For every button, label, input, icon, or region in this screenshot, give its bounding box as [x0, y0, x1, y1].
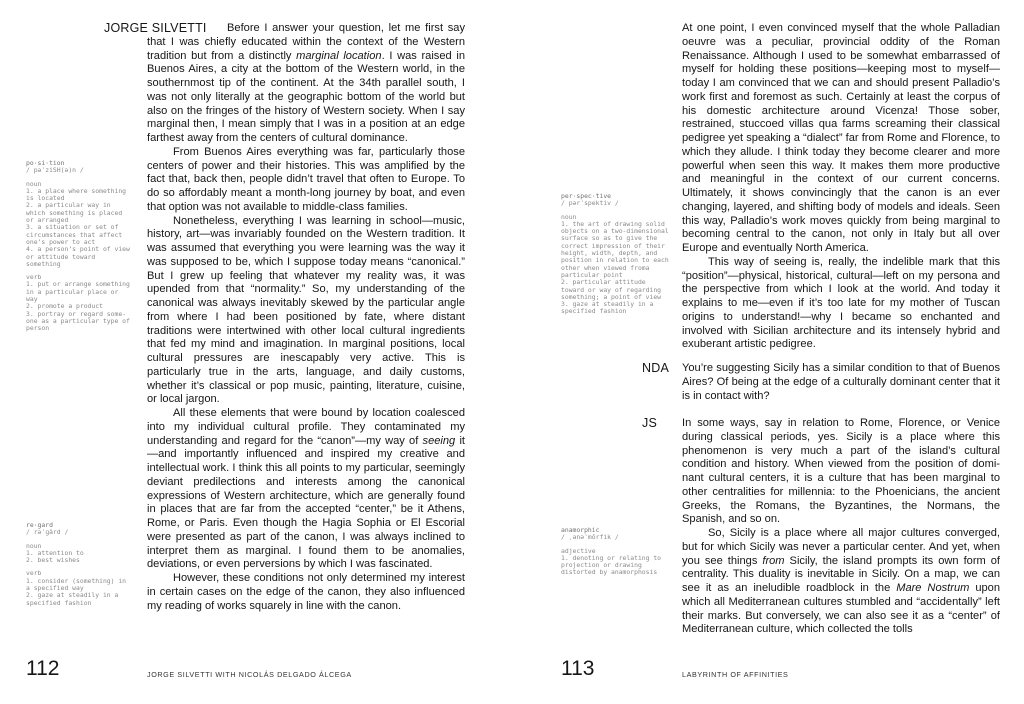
gloss-line: 1. denoting or relating to projection or drawing distorted by anamorphosis	[561, 553, 665, 577]
gloss-line: verb	[26, 273, 42, 282]
gloss-line: 2. gaze at steadily in a specified fashion	[26, 591, 123, 607]
gloss-pronunciation: / pəˈziSH(ə)n /	[26, 166, 84, 175]
gloss-line: 2. particular attitude toward or way of regarding something; a point of view	[561, 278, 665, 301]
gloss-line: noun	[561, 212, 577, 221]
gloss-pronunciation: / pərˈspektiv /	[561, 199, 619, 208]
gloss-headword: per·spec·tive	[561, 192, 612, 200]
gloss-line: 1. the art of drawing solid objects on a two-dimensional surface so as to give the correct impression of their height, width, depth, and position in relation to each other when viewed froma particular point	[561, 219, 673, 279]
right-body-text-top	[682, 22, 1000, 352]
speaker-js: JS	[642, 416, 657, 430]
speaker-nda: NDA	[642, 361, 669, 375]
question-text: You’re suggesting Sicily has a similar condition to that of Buenos Aires? Of being at the edge of a culturally dominant center that it is in contact with?	[682, 362, 1000, 402]
gloss-headword: re·gard	[26, 521, 53, 529]
gloss-line: noun	[26, 541, 42, 550]
left-body-text	[147, 22, 465, 613]
gloss-perspective	[561, 192, 673, 316]
gloss-line: adjective	[561, 546, 596, 555]
running-head: JORGE SILVETTI WITH NICOLÁS DELGADO ÁLCEGA	[147, 670, 352, 679]
gloss-line: 3. a situation or set of circumstances that affect one’s power to act	[26, 223, 127, 246]
gloss-line: verb	[26, 569, 42, 578]
gloss-line: 2. promote a product	[26, 302, 103, 311]
gloss-regard	[26, 522, 130, 607]
gloss-line: 1. consider (something) in a specified way	[26, 576, 130, 593]
paragraph: Nonetheless, everything I was learning in school—music, history, art—was invariably founded on the Western tradition. It was assumed that everything you were learning was the way it was supposed to be, which I suppose today means “canonical.” But I grew up feeling that whatever my reality was, it was upended from that “normality.” So, my understanding of the canonical was always inevitably skewed by the particular angle from where I had been positioned by fate, where distant traditions were intertwined with other local cultural ingredients that fed my mind and imagination. In marginal positions, local cultural pressures are inescapably very active. This is particularly true in the arts, language, and daily customs, whether it’s classical or pop music, painting, literature, cuisine, or local jargon.	[147, 214, 465, 406]
paragraph: This way of seeing is, really, the indelible mark that this “position”—physical, historical, cultural—left on my persona and the perspective from which I look at the world. And today it explains to me—even if it’s too late for my mother of Tuscan origins to understand!—why I became so enchanted and involved with Sicilian architecture and its intensely hybrid and exuberant artistic pedigree.	[682, 255, 1000, 351]
gloss-line: 1. attention to	[26, 548, 84, 557]
gloss-pronunciation: / ˌanəˈmôrfik /	[561, 533, 619, 542]
gloss-line: 2. best wishes	[26, 556, 80, 565]
paragraph: From Buenos Aires everything was far, particularly those centers of power and their histories. This was amplified by the fact that, back then, people didn’t travel that often to Europe. To do so affordably meant a month-long journey by boat, and even that option was not available to middle-class families.	[147, 145, 465, 213]
speaker-name: JORGE SILVETTI	[104, 21, 207, 35]
gloss-headword: anamorphic	[561, 526, 600, 534]
paragraph: Before I answer your question, let me first say that I was chiefly educated within the context of the Western tradition but from a distinctly marginal location. I was raised in Buenos Aires, a city at the bottom of the Western world, in the southernmost tip of the continent. At the 34th parallel south, I was not only literally at the geographic bottom of the world but also on the fringes of the history of Western society. When I say marginal then, I mean simply that I was in a position at an edge farthest away from the centers of cultural dominance.	[147, 22, 465, 144]
paragraph: However, these conditions not only determined my interest in certain cases on the edge of the canon, they also influenced my reading of works squarely in line with the canon.	[147, 572, 465, 612]
paragraph: In some ways, say in relation to Rome, Florence, or Venice during classical periods, yes. Sicily is a place where this phenomenon is very much a part of the island’s cultural condition and history. When viewed from the position of dominant cultural centers, it is a culture that has been marginal to other centralities for millennia: to the Phoenicians, the ancient Greeks, the Romans, the Byzantines, the Normans, the Spanish, and so on.	[682, 417, 1000, 526]
gloss-position	[26, 159, 134, 333]
gloss-line: 2. a particular way in which something is placed or arranged	[26, 201, 127, 225]
gloss-line: 4. a person’s point of view or attitude toward something	[26, 245, 134, 268]
gloss-line: 1. a place where something is located	[26, 186, 130, 203]
page-number: 113	[561, 657, 595, 680]
answer-text	[682, 417, 1000, 637]
gloss-headword: po·si·tion	[26, 159, 65, 167]
paragraph: At one point, I even convinced myself that the whole Palladian oeuvre was a peculiar, provincial oddity of the Roman Renaissance. Although I used to be somewhat embarrassed of myself for holding these positions—keeping most to myself—today I am convinced that we can and should present Palladio’s work first and foremost as such. Certainly at least the corpus of his domestic architecture around Vicenza! Those sober, restrained, stuccoed villas qua farms screaming their classical pedigree yet speaking a “dialect” far from Rome and Florence, to which they allude. I think today they become clearer and more powerful when seen this way. It makes them more productive and meaningful in the context of our current concerns. Ultimately, it shows convincingly that the canon is an ever changing, layered, and shifting body of models and ideals. Seen this way, Palladio’s work moves quickly from being marginal to becoming central to the canon, not only in Italy but all over Europe and eventually North America.	[682, 22, 1000, 254]
paragraph: All these elements that were bound by location coalesced into my individual cultural profile. They contaminated my understanding and regard for the “canon”—my way of seeing it—and importantly influenced and inspired my creative and intellectual work. I think this all points to my particular, seemingly deviant predilections and interests among the canonical expressions of Western architecture, which are generally found in places that are far from the accepted “center,” be it Athens, Rome, or Paris. Even though the Hagia Sophia or El Escorial were presented as part of the canon, I was always inclined to interpret them as marginal. I found them to be anomalies, deviations, or even perversions by which I was fascinated.	[147, 407, 465, 571]
running-head: LABYRINTH OF AFFINITIES	[682, 670, 789, 679]
gloss-line: noun	[26, 179, 42, 188]
gloss-line: 3. gaze at steadily in a specified fashion	[561, 300, 658, 316]
gloss-line: 1. put or arrange something in a particular place or way	[26, 280, 134, 304]
gloss-pronunciation: / rəˈɡärd /	[26, 528, 69, 537]
paragraph: So, Sicily is a place where all major cultures converged, but for which Sicily was never a particular center. And yet, when you see things from Sicily, the island prompts its own form of centrality. This duality is inevitable in Sicily. On a map, we can see it as an ineludible roadblock in the Mare Nostrum upon which all Mediterranean cultures stumbled and “accidentally” left their marks. But conversely, we can also see it as a “center” of Mediterranean culture, which collected the tolls	[682, 527, 1001, 636]
gloss-anamorphic	[561, 527, 669, 577]
page-number: 112	[26, 657, 60, 680]
right-page	[512, 0, 1024, 704]
gloss-line: 3. portray or regard someone as a particular type of person	[26, 309, 134, 333]
